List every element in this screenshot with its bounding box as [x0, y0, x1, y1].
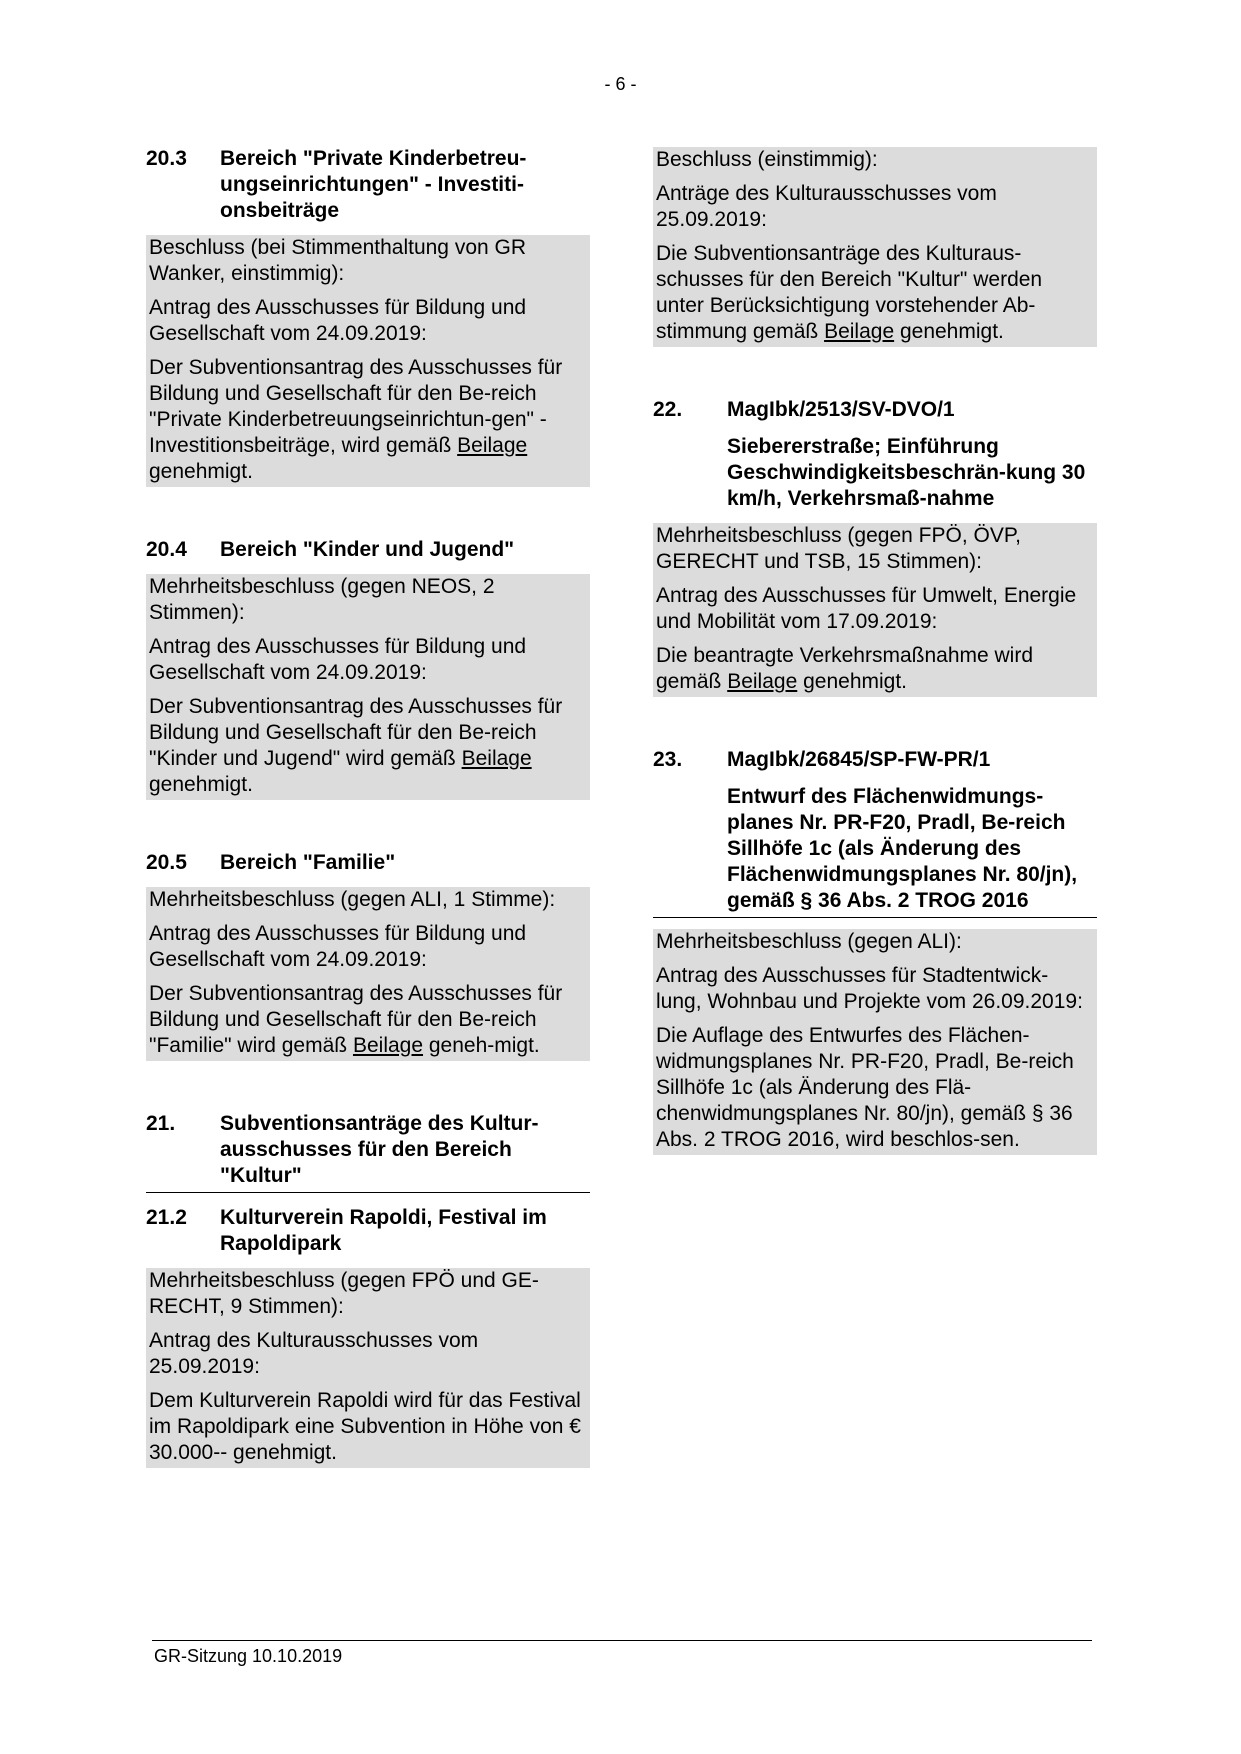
- motion-text: Antrag des Ausschusses für Bildung und Gesellschaft vom 24.09.2019:: [149, 296, 527, 345]
- section-number: 20.3: [146, 147, 187, 170]
- section-heading: [653, 747, 1097, 773]
- beilage-link[interactable]: Beilage: [461, 747, 532, 770]
- section-heading: [146, 1205, 590, 1257]
- beilage-link[interactable]: Beilage: [457, 434, 528, 457]
- decision-text: Mehrheitsbeschluss (gegen FPÖ und GE-RECHT, 9 Stimmen):: [149, 1269, 539, 1318]
- resolution-text: Dem Kulturverein Rapoldi wird für das Festival im Rapoldipark eine Subvention in Höhe von € 30.000-- genehmigt.: [149, 1389, 581, 1464]
- section-number: 20.4: [146, 538, 187, 561]
- section-title: Kulturverein Rapoldi, Festival im Rapoldipark: [220, 1206, 547, 1255]
- right-column: [653, 147, 1097, 1155]
- decision-text: Beschluss (einstimmig):: [656, 148, 878, 171]
- decision-text: Mehrheitsbeschluss (gegen ALI):: [656, 930, 962, 953]
- footer-text: GR-Sitzung 10.10.2019: [154, 1646, 343, 1666]
- beilage-link[interactable]: Beilage: [727, 670, 798, 693]
- section-20-5: [146, 850, 590, 1061]
- resolution-box: [146, 235, 590, 487]
- resolution-box: [653, 929, 1097, 1155]
- section-23: [653, 747, 1097, 1155]
- motion-text: Antrag des Ausschusses für Bildung und Gesellschaft vom 24.09.2019:: [149, 635, 527, 684]
- section-heading: [146, 537, 590, 563]
- page-number: - 6 -: [604, 74, 637, 94]
- section-title: Bereich "Familie": [220, 851, 396, 874]
- decision-text: Mehrheitsbeschluss (gegen ALI, 1 Stimme):: [149, 888, 556, 911]
- section-reference: MagIbk/26845/SP-FW-PR/1: [727, 748, 991, 771]
- resolution-text: Der Subventionsantrag des Ausschusses für Bildung und Gesellschaft für den Be-reich "Kinder und Jugend" wird gemäß Beilage genehmigt.: [149, 695, 563, 796]
- resolution-text: Die Auflage des Entwurfes des Flächen-widmungsplanes Nr. PR-F20, Pradl, Be-reich Sillhöfe 1c (als Änderung des Flä-chenwidmungsplanes Nr. 80/jn), gemäß § 36 Abs. 2 TROG 2016, wird beschlos-sen.: [656, 1024, 1074, 1151]
- resolution-box: [653, 523, 1097, 697]
- resolution-box: [146, 1268, 590, 1468]
- left-column: [146, 146, 590, 1468]
- motion-text: Antrag des Ausschusses für Bildung und Gesellschaft vom 24.09.2019:: [149, 922, 527, 971]
- section-number: 23.: [653, 748, 683, 771]
- decision-text: Beschluss (bei Stimmenthaltung von GR Wanker, einstimmig):: [149, 236, 527, 285]
- decision-text: Mehrheitsbeschluss (gegen NEOS, 2 Stimmen):: [149, 575, 495, 624]
- resolution-text: Die Subventionsanträge des Kulturaus-schusses für den Bereich "Kultur" werden unter Berücksichtigung vorstehender Ab-stimmung gemäß Beilage genehmigt.: [656, 242, 1043, 343]
- section-21-summary: [653, 147, 1097, 347]
- section-subject: Siebererstraße; Einführung Geschwindigkeitsbeschrän-kung 30 km/h, Verkehrsmaß-nahme: [727, 435, 1086, 510]
- section-subject: Entwurf des Flächenwidmungs-planes Nr. PR-F20, Pradl, Be-reich Sillhöfe 1c (als Änderung des Flächenwidmungsplanes Nr. 80/jn), gemäß § 36 Abs. 2 TROG 2016: [653, 784, 1097, 918]
- section-reference: MagIbk/2513/SV-DVO/1: [727, 398, 955, 421]
- section-heading: [146, 850, 590, 876]
- motion-text: Antrag des Ausschusses für Umwelt, Energie und Mobilität vom 17.09.2019:: [656, 584, 1077, 633]
- beilage-link[interactable]: Beilage: [352, 1034, 424, 1057]
- section-20-3: [146, 146, 590, 487]
- motion-text: Antrag des Ausschusses für Stadtentwick-lung, Wohnbau und Projekte vom 26.09.2019:: [656, 964, 1083, 1013]
- resolution-text: Der Subventionsantrag des Ausschusses für Bildung und Gesellschaft für den Be-reich "Private Kinderbetreuungseinrichtun-gen" - Investitionsbeiträge, wird gemäß Beilage genehmigt.: [149, 356, 563, 483]
- section-21: [146, 1111, 590, 1193]
- section-22: [653, 397, 1097, 697]
- beilage-link[interactable]: Beilage: [824, 320, 895, 343]
- section-number: 21.2: [146, 1206, 187, 1229]
- resolution-box: [653, 147, 1097, 347]
- section-number: 21.: [146, 1112, 176, 1135]
- section-title: Bereich "Kinder und Jugend": [220, 538, 515, 561]
- decision-text: Mehrheitsbeschluss (gegen FPÖ, ÖVP, GERECHT und TSB, 15 Stimmen):: [656, 524, 1021, 573]
- section-title: Bereich "Private Kinderbetreu-ungseinrichtungen" - Investiti-onsbeiträge: [220, 147, 527, 222]
- resolution-text: Der Subventionsantrag des Ausschusses für Bildung und Gesellschaft für den Be-reich "Familie" wird gemäß Beilage geneh-migt.: [149, 982, 563, 1057]
- resolution-box: [146, 887, 590, 1061]
- section-number: 22.: [653, 398, 683, 421]
- section-20-4: [146, 537, 590, 800]
- resolution-text: Die beantragte Verkehrsmaßnahme wird gemäß Beilage genehmigt.: [656, 644, 1034, 693]
- section-number: 20.5: [146, 851, 187, 874]
- section-21-2: [146, 1205, 590, 1468]
- section-heading: [653, 397, 1097, 423]
- section-heading: [146, 1111, 590, 1193]
- motion-text: Antrag des Kulturausschusses vom 25.09.2019:: [149, 1329, 479, 1378]
- motion-text: Anträge des Kulturausschusses vom 25.09.2019:: [656, 182, 997, 231]
- section-heading: [146, 146, 590, 224]
- section-title: Subventionsanträge des Kultur-ausschusses für den Bereich "Kultur": [220, 1112, 539, 1187]
- footer-divider: [152, 1640, 1092, 1641]
- resolution-box: [146, 574, 590, 800]
